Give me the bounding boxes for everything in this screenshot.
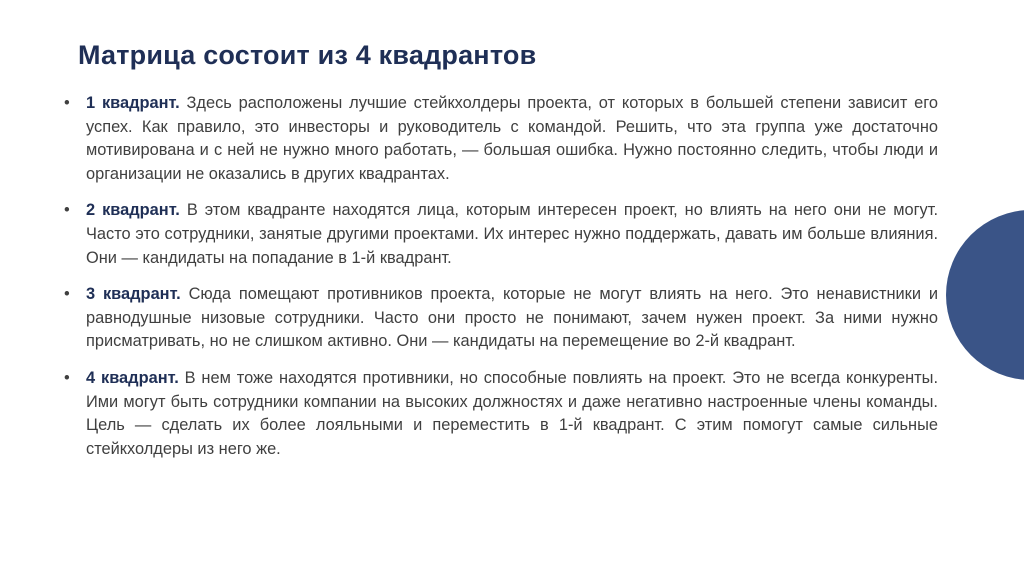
bullet-text: В этом квадранте находятся лица, которым интересен проект, но влиять на него они не могут. Часто это сотрудники, занятые другими проектами. Их интерес нужно поддержать, давать им больше влияния. Они — кандидаты на попадание в 1-й квадрант. [86, 201, 938, 267]
decorative-circle [946, 210, 1024, 380]
slide-title: Матрица состоит из 4 квадрантов [78, 40, 537, 70]
bullet-item-quadrant-3 [62, 283, 938, 354]
bullet-dot-icon: • [64, 94, 70, 112]
bullet-text: В нем тоже находятся противники, но способные повлиять на проект. Это не всегда конкуренты. Ими могут быть сотрудники компании на высоких должностях и даже негативно настроенные члены команды. Цель — сделать их более лояльными и переместить в 1-й квадрант. С этим помогут самые сильные стейкхолдеры из него же. [86, 368, 938, 458]
bullet-lead: 4 квадрант. [86, 368, 179, 387]
bullet-lead: 1 квадрант. [86, 94, 180, 112]
bullet-lead: 3 квадрант. [86, 285, 181, 304]
bullet-item-quadrant-1 [62, 92, 938, 186]
bullet-dot-icon: • [64, 368, 70, 387]
bullet-list [62, 92, 938, 474]
bullet-lead: 2 квадрант. [86, 201, 180, 220]
bullet-item-quadrant-4 [62, 367, 938, 461]
bullet-dot-icon: • [64, 285, 70, 304]
bullet-item-quadrant-2 [62, 199, 938, 270]
bullet-text: Сюда помещают противников проекта, которые не могут влиять на него. Это ненавистники и равнодушные низовые сотрудники. Часто они просто не понимают, зачем нужен проект. За ними нужно присматривать, но не слишком активно. Они — кандидаты на перемещение во 2-й квадрант. [86, 285, 939, 351]
bullet-text: Здесь расположены лучшие стейкхолдеры проекта, от которых в большей степени зависит его успех. Как правило, это инвесторы и руководитель с командой. Решить, что эта группа уже достаточно мотивирована и с ней не нужно много работать, — большая ошибка. Нужно постоянно следить, чтобы люди и организации не оказались в других квадрантах. [86, 94, 938, 183]
bullet-dot-icon: • [64, 201, 70, 220]
